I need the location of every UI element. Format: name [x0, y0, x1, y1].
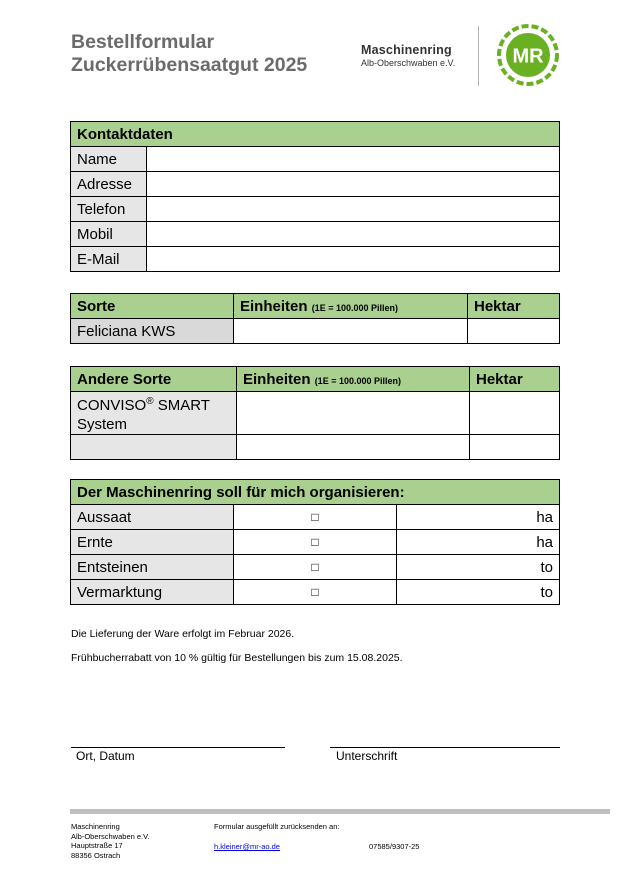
service-checkbox[interactable]: □	[234, 530, 397, 555]
other-variety-table	[70, 366, 560, 460]
service-row	[71, 530, 560, 555]
other-hectare-field[interactable]	[470, 392, 560, 435]
registered-mark: ®	[146, 396, 154, 407]
place-date-line	[71, 747, 285, 748]
phone-field[interactable]	[147, 197, 560, 222]
variety-row-name: Feliciana KWS	[71, 319, 234, 344]
other-extra-hectare-field[interactable]	[470, 435, 560, 460]
mobile-label: Mobil	[71, 222, 147, 247]
footer-org-line2: Alb-Oberschwaben e.V.	[71, 831, 150, 841]
footer-street: Hauptstraße 17	[71, 841, 123, 850]
service-unit[interactable]: to	[397, 580, 560, 605]
signature-line	[330, 747, 560, 748]
service-checkbox[interactable]: □	[234, 555, 397, 580]
other-col-sorte: Andere Sorte	[71, 367, 237, 392]
org-subtitle: Alb-Oberschwaben e.V.	[361, 58, 456, 68]
page-title	[71, 31, 307, 77]
variety-col-units-note: (1E = 100.000 Pillen)	[311, 302, 398, 313]
service-label: Ernte	[71, 530, 234, 555]
service-label: Aussaat	[71, 505, 234, 530]
variety-col-sorte: Sorte	[71, 294, 234, 319]
contact-heading: Kontaktdaten	[71, 122, 560, 147]
services-table	[70, 479, 560, 605]
name-label: Name	[71, 147, 147, 172]
service-checkbox[interactable]: □	[234, 580, 397, 605]
footer-org-line1: Maschinenring	[71, 822, 120, 831]
footer-return-note: Formular ausgefüllt zurücksenden an:	[214, 822, 340, 831]
other-col-units-note: (1E = 100.000 Pillen)	[314, 375, 401, 386]
phone-label: Telefon	[71, 197, 147, 222]
services-heading: Der Maschinenring soll für mich organisieren:	[71, 480, 560, 505]
delivery-note: Die Lieferung der Ware erfolgt im Februar 2026.	[71, 628, 295, 640]
other-extra-variety-field[interactable]	[71, 435, 237, 460]
variety-units-field[interactable]	[234, 319, 468, 344]
footer-city: 88356 Ostrach	[71, 850, 121, 860]
footer-phone: 07585/9307-25	[369, 842, 420, 851]
variety-col-units	[234, 294, 468, 319]
other-col-units-label: Einheiten	[243, 370, 311, 388]
other-row-name-suffix: SMART	[153, 397, 210, 414]
service-unit[interactable]: to	[397, 555, 560, 580]
service-label: Entsteinen	[71, 555, 234, 580]
org-name: Maschinenring	[361, 43, 452, 57]
other-row-name	[71, 392, 237, 435]
email-field[interactable]	[147, 247, 560, 272]
other-row-name-line2: System	[77, 416, 128, 433]
service-row	[71, 505, 560, 530]
variety-col-hectare: Hektar	[468, 294, 560, 319]
service-checkbox[interactable]: □	[234, 505, 397, 530]
service-label: Vermarktung	[71, 580, 234, 605]
service-row	[71, 580, 560, 605]
footer-email-link[interactable]: h.kleiner@mr-ao.de	[214, 842, 280, 851]
email-label: E-Mail	[71, 247, 147, 272]
address-label: Adresse	[71, 172, 147, 197]
signature-label: Unterschrift	[336, 749, 398, 763]
footer-address	[71, 822, 150, 860]
service-unit[interactable]: ha	[397, 530, 560, 555]
mr-logo-icon	[497, 24, 559, 86]
variety-hectare-field[interactable]	[468, 319, 560, 344]
variety-col-units-label: Einheiten	[240, 297, 308, 315]
other-row-name-line1: CONVISO	[77, 397, 147, 414]
footer-rule	[70, 809, 610, 814]
contact-table	[70, 121, 560, 272]
service-row	[71, 555, 560, 580]
other-col-units	[237, 367, 470, 392]
footer-email-wrap	[214, 842, 280, 852]
address-field[interactable]	[147, 172, 560, 197]
other-units-field[interactable]	[237, 392, 470, 435]
title-line-1: Bestellformular	[71, 31, 215, 53]
other-col-hectare: Hektar	[470, 367, 560, 392]
org-logo-text	[361, 43, 455, 68]
place-date-label: Ort, Datum	[76, 749, 135, 763]
discount-note: Frühbucherrabatt von 10 % gültig für Bestellungen bis zum 15.08.2025.	[71, 652, 403, 664]
title-line-2: Zuckerrübensaatgut 2025	[71, 54, 308, 76]
mobile-field[interactable]	[147, 222, 560, 247]
variety-table	[70, 293, 560, 344]
other-extra-units-field[interactable]	[237, 435, 470, 460]
service-unit[interactable]: ha	[397, 505, 560, 530]
name-field[interactable]	[147, 147, 560, 172]
logo-divider	[478, 26, 479, 86]
logo-mark-text: MR	[512, 45, 544, 68]
